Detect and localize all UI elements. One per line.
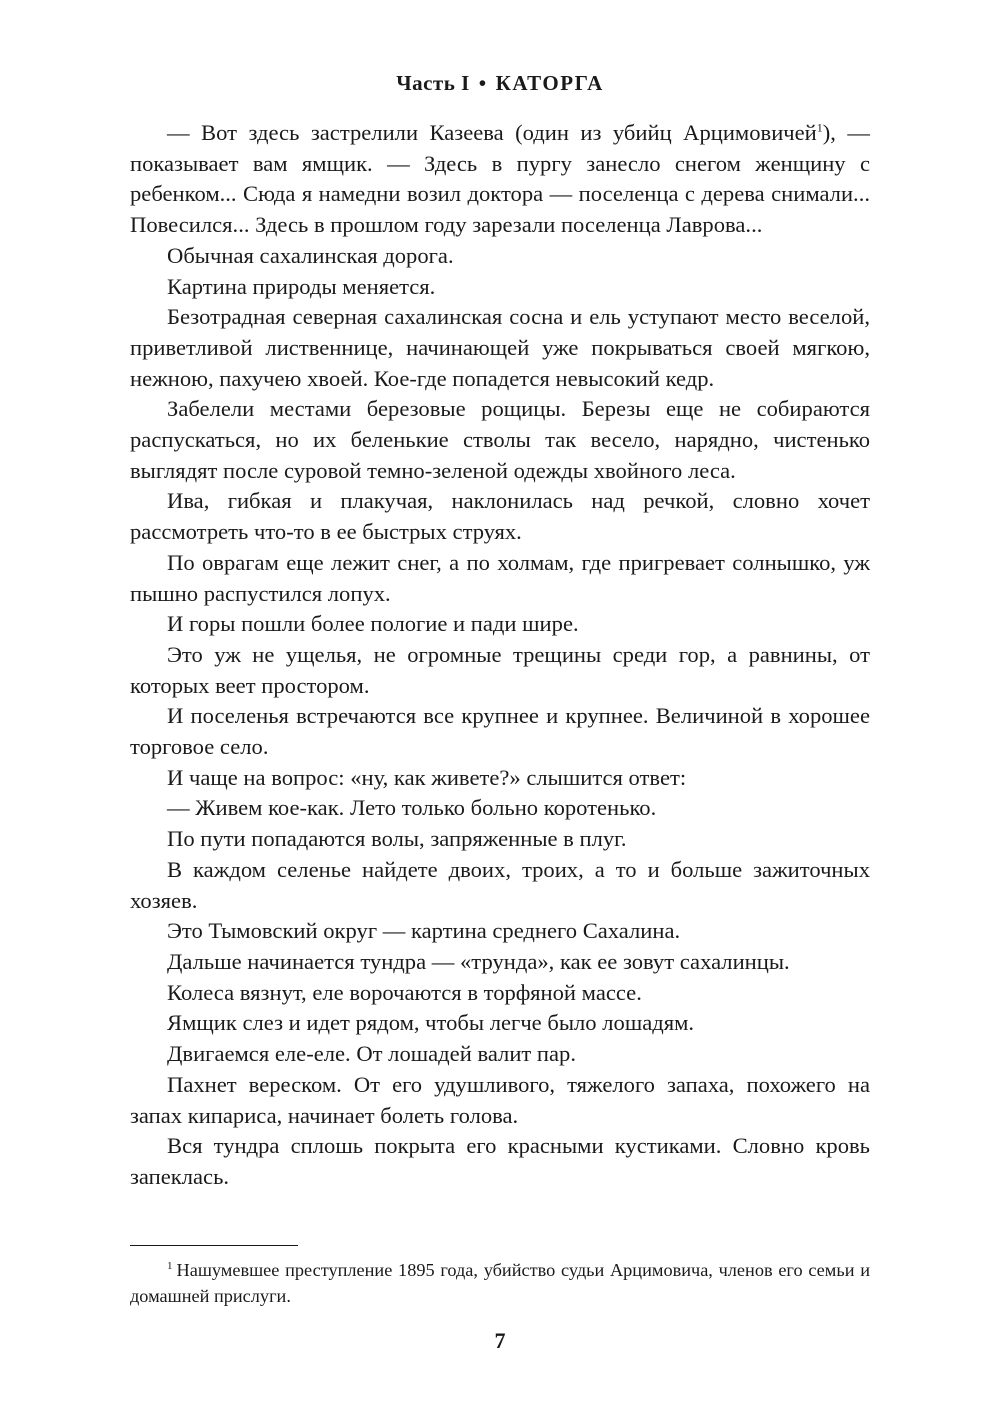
paragraph: И поселенья встречаются все крупнее и крупнее. Величиной в хорошее торговое село.	[130, 703, 870, 760]
paragraph: — Живем кое-как. Лето только больно коротенько.	[167, 795, 657, 821]
paragraph: Забелели местами березовые рощицы. Березы еще не собираются распускаться, но их беленькие стволы так весело, нарядно, чистенько выглядят после суровой темно-зеленой одежды хвойного леса.	[130, 396, 870, 483]
paragraph: И горы пошли более пологие и пади шире.	[167, 611, 579, 637]
paragraph: Пахнет вереском. От его удушливого, тяжелого запаха, похожего на запах кипариса, начинает болеть голова.	[130, 1071, 870, 1128]
running-head	[0, 68, 1000, 98]
separator-bullet: •	[478, 71, 487, 95]
paragraph: Дальше начинается тундра — «трунда», как ее зовут сахалинцы.	[167, 948, 790, 974]
footnote-paragraph	[130, 1257, 870, 1309]
paragraph-text: — Вот здесь застрелили Казеева (один из убийц Арцимовичей	[167, 120, 817, 145]
body-text	[130, 118, 870, 1193]
paragraph: Обычная сахалинская дорога.	[167, 242, 454, 268]
paragraph: В каждом селенье найдете двоих, троих, а то и больше зажиточных хозяев.	[130, 856, 870, 913]
paragraph: Безотрадная северная сахалинская сосна и ель уступают место веселой, приветливой лиственнице, начинающей уже покрываться своей мягкою, нежною, пахучею хвоей. Кое-где попадется невысокий кедр.	[130, 304, 870, 391]
paragraph: Ямщик слез и идет рядом, чтобы легче было лошадям.	[167, 1010, 695, 1036]
footnote-mark: 1	[167, 1259, 173, 1272]
footnote-reference: 1	[816, 120, 823, 135]
paragraph: По пути попадаются волы, запряженные в плуг.	[167, 826, 627, 852]
paragraph: Это Тымовский округ — картина среднего Сахалина.	[167, 918, 681, 944]
footnote	[130, 1257, 870, 1309]
paragraph: И чаще на вопрос: «ну, как живете?» слышится ответ:	[167, 764, 687, 790]
paragraph: Колеса вязнут, еле ворочаются в торфяной массе.	[167, 979, 642, 1005]
paragraph: Двигаемся еле-еле. От лошадей валит пар.	[167, 1041, 576, 1067]
footnote-text: Нашумевшее преступление 1895 года, убийство судьи Арцимовича, членов его семьи и домашней прислуги.	[130, 1260, 870, 1306]
part-label: Часть I	[396, 71, 470, 95]
paragraph: Это уж не ущелья, не огромные трещины среди гор, а равнины, от которых веет простором.	[130, 641, 870, 698]
page-number: 7	[494, 1328, 506, 1353]
footnote-divider	[130, 1245, 298, 1246]
paragraph	[130, 118, 870, 241]
paragraph: Ива, гибкая и плакучая, наклонилась над речкой, словно хочет рассмотреть что-то в ее быстрых струях.	[130, 488, 870, 545]
paragraph: Вся тундра сплошь покрыта его красными кустиками. Словно кровь запеклась.	[130, 1133, 870, 1189]
paragraph: Картина природы меняется.	[167, 273, 436, 299]
part-title: КАТОРГА	[495, 71, 604, 95]
paragraph-text: ), — показывает вам ямщик. — Здесь в пургу занесло снегом женщину с ребенком... Сюда я намедни возил доктора — поселенца с дерева снимали... Повесился... Здесь в прошлом году зарезали поселенца Лаврова...	[130, 120, 870, 238]
paragraph: По оврагам еще лежит снег, а по холмам, где пригревает солнышко, уж пышно распустился лопух.	[130, 549, 870, 606]
